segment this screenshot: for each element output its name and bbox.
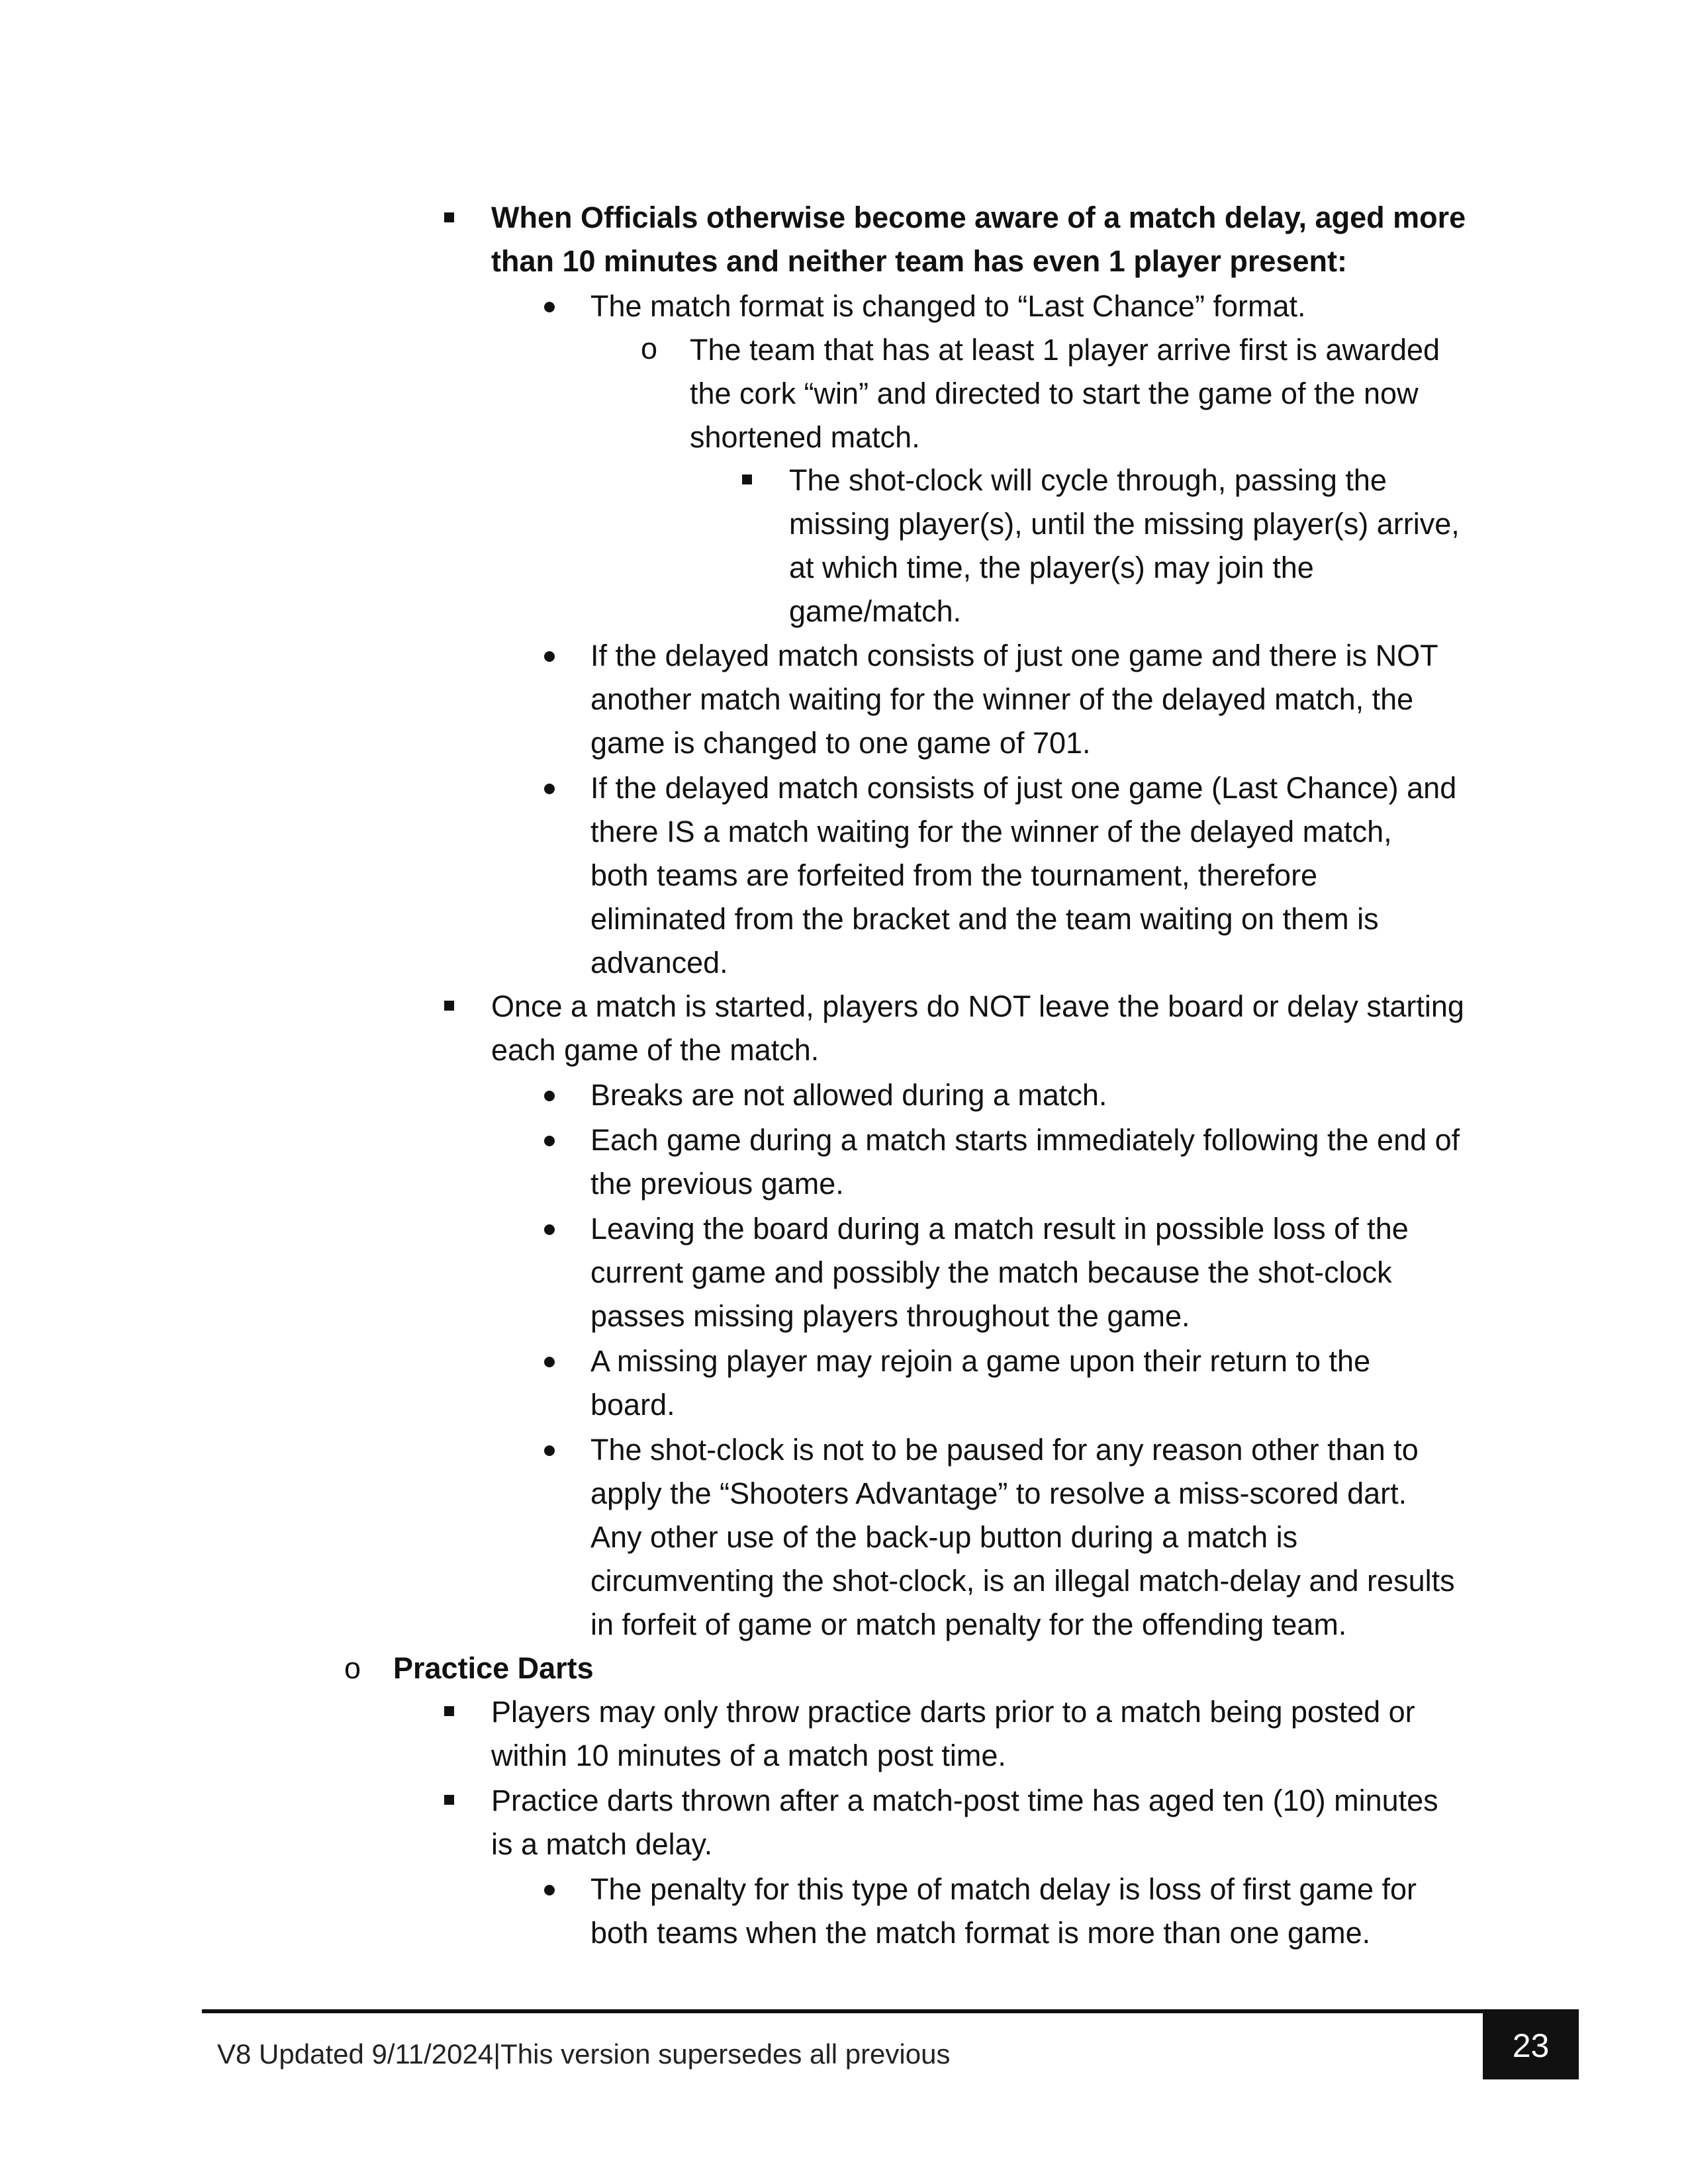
- round-bullet-icon: [544, 1357, 555, 1367]
- list-item-text: the previous game.: [590, 1167, 844, 1201]
- list-item-text: another match waiting for the winner of the delayed match, the: [590, 682, 1414, 716]
- list-item-text: If the delayed match consists of just one game (Last Chance) and: [590, 771, 1457, 805]
- list-item-text: in forfeit of game or match penalty for the offending team.: [590, 1608, 1347, 1641]
- circle-bullet-icon: o: [641, 332, 658, 365]
- list-item-text: passes missing players throughout the game.: [590, 1299, 1190, 1333]
- round-bullet-icon: [544, 1224, 555, 1235]
- list-item-text: both teams when the match format is more than one game.: [590, 1916, 1371, 1950]
- list-item-text: at which time, the player(s) may join the: [789, 551, 1314, 584]
- list-item-text: is a match delay.: [491, 1827, 713, 1861]
- circle-bullet-icon: o: [344, 1651, 361, 1685]
- square-bullet-icon: [444, 212, 454, 222]
- list-item-text: there IS a match waiting for the winner of the delayed match,: [590, 815, 1392, 848]
- list-item-text: circumventing the shot-clock, is an illegal match-delay and results: [590, 1564, 1455, 1598]
- list-item-text: A missing player may rejoin a game upon their return to the: [590, 1344, 1371, 1378]
- list-item-text: Any other use of the back-up button during a match is: [590, 1520, 1298, 1554]
- list-item-text: The penalty for this type of match delay is loss of first game for: [590, 1872, 1417, 1906]
- round-bullet-icon: [544, 651, 555, 662]
- list-item-text: Each game during a match starts immediately following the end of: [590, 1123, 1460, 1157]
- list-item-text: eliminated from the bracket and the team waiting on them is: [590, 902, 1379, 936]
- square-bullet-icon: [742, 475, 752, 484]
- round-bullet-icon: [544, 1885, 555, 1895]
- list-item-text: The shot-clock is not to be paused for any reason other than to: [590, 1433, 1419, 1467]
- list-item-text: game is changed to one game of 701.: [590, 726, 1091, 760]
- list-item-text: the cork “win” and directed to start the game of the now: [690, 377, 1419, 410]
- list-item-text: Once a match is started, players do NOT leave the board or delay starting: [491, 989, 1464, 1023]
- list-item-text: current game and possibly the match because the shot-clock: [590, 1255, 1392, 1289]
- section-heading: Practice Darts: [393, 1651, 594, 1685]
- list-item-text: advanced.: [590, 946, 728, 979]
- list-item-text: board.: [590, 1388, 675, 1422]
- bullet-heading-line: than 10 minutes and neither team has even 1 player present:: [491, 244, 1347, 278]
- square-bullet-icon: [444, 1001, 454, 1011]
- list-item-text: missing player(s), until the missing player(s) arrive,: [789, 507, 1460, 541]
- round-bullet-icon: [544, 1091, 555, 1101]
- list-item-text: The shot-clock will cycle through, passing the: [789, 463, 1387, 497]
- list-item-text: Practice darts thrown after a match-post time has aged ten (10) minutes: [491, 1784, 1438, 1817]
- round-bullet-icon: [544, 1136, 555, 1146]
- list-item-text: within 10 minutes of a match post time.: [491, 1739, 1006, 1772]
- square-bullet-icon: [444, 1795, 454, 1805]
- round-bullet-icon: [544, 784, 555, 794]
- list-item-text: each game of the match.: [491, 1033, 820, 1067]
- footer-divider: [202, 2009, 1579, 2013]
- list-item-text: Breaks are not allowed during a match.: [590, 1078, 1107, 1112]
- list-item-text: shortened match.: [690, 420, 920, 454]
- round-bullet-icon: [544, 302, 555, 312]
- footer-version-text: V8 Updated 9/11/2024|This version supersedes all previous: [217, 2038, 951, 2070]
- round-bullet-icon: [544, 1445, 555, 1456]
- list-item-text: Leaving the board during a match result in possible loss of the: [590, 1212, 1409, 1246]
- square-bullet-icon: [444, 1706, 454, 1716]
- list-item-text: The match format is changed to “Last Chance” format.: [590, 289, 1306, 323]
- list-item-text: apply the “Shooters Advantage” to resolve a miss-scored dart.: [590, 1477, 1407, 1510]
- list-item-text: If the delayed match consists of just one game and there is NOT: [590, 639, 1438, 672]
- list-item-text: game/match.: [789, 594, 962, 628]
- bullet-heading-line: When Officials otherwise become aware of a match delay, aged more: [491, 201, 1466, 234]
- list-item-text: both teams are forfeited from the tournament, therefore: [590, 858, 1318, 892]
- list-item-text: The team that has at least 1 player arrive first is awarded: [690, 333, 1440, 367]
- list-item-text: Players may only throw practice darts prior to a match being posted or: [491, 1695, 1415, 1729]
- page-number: 23: [1483, 2012, 1579, 2079]
